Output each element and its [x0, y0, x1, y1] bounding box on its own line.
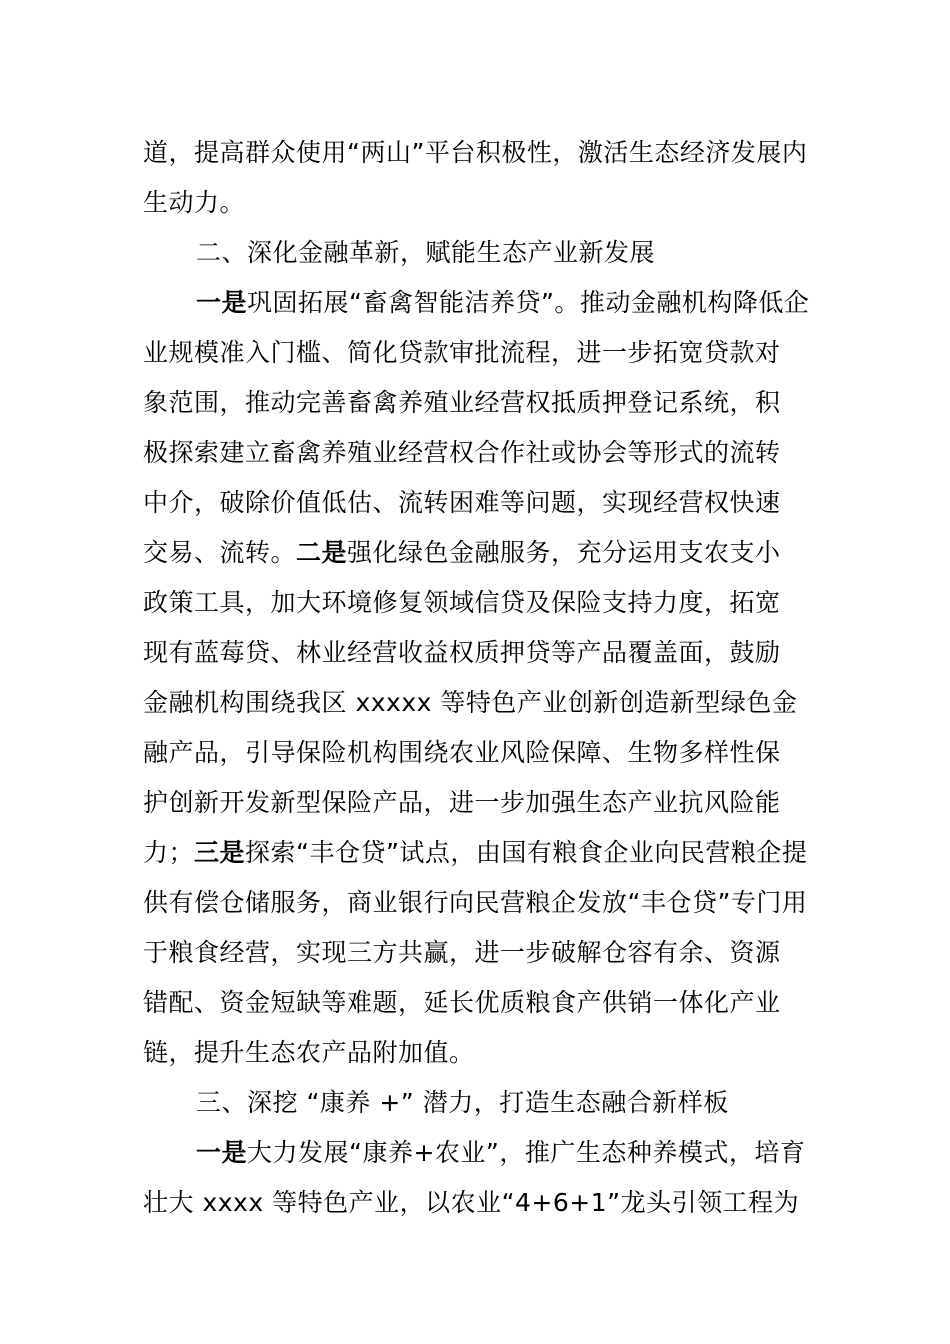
paragraph-line: 供有偿仓储服务，商业银行向民营粮企发放“丰仓贷”专门用 — [143, 888, 808, 917]
bold-label: 三是 — [194, 838, 246, 867]
paragraph-line: 现有蓝莓贷、林业经营收益权质押贷等产品覆盖面，鼓励 — [143, 638, 781, 667]
paragraph-line: 金融机构围绕我区 xxxxx 等特色产业创新创造新型绿色金 — [143, 688, 798, 717]
paragraph-line: 象范围，推动完善畜禽养殖业经营权抵质押登记系统，积 — [143, 388, 781, 417]
paragraph-line: 护创新开发新型保险产品，进一步加强生态产业抗风险能 — [143, 788, 781, 817]
paragraph-line: 壮大 xxxx 等特色产业，以农业“4+6+1”龙头引领工程为 — [143, 1188, 800, 1217]
paragraph-line: 交易、流转。二是强化绿色金融服务，充分运用支农支小 — [143, 538, 781, 567]
bold-label: 二是 — [296, 538, 348, 567]
paragraph-line: 力；三是探索“丰仓贷”试点，由国有粮食企业向民营粮企提 — [143, 838, 808, 867]
paragraph-line: 融产品，引导保险机构围绕农业风险保障、生物多样性保 — [143, 738, 781, 767]
paragraph-line: 于粮食经营，实现三方共赢，进一步破解仓容有余、资源 — [143, 938, 781, 967]
bold-label: 一是 — [196, 288, 248, 317]
section-heading: 二、深化金融革新，赋能生态产业新发展 — [196, 238, 656, 267]
paragraph-line: 链，提升生态农产品附加值。 — [143, 1038, 475, 1067]
paragraph-line: 道，提高群众使用“两山”平台积极性，激活生态经济发展内 — [143, 138, 808, 167]
paragraph-line: 生动力。 — [143, 188, 246, 217]
paragraph-line: 政策工具，加大环境修复领域信贷及保险支持力度，拓宽 — [143, 588, 781, 617]
paragraph-line: 中介，破除价值低估、流转困难等问题，实现经营权快速 — [143, 488, 781, 517]
paragraph-line: 极探索建立畜禽养殖业经营权合作社或协会等形式的流转 — [143, 438, 781, 467]
paragraph-line: 一是大力发展“康养+农业”，推广生态种养模式，培育 — [196, 1138, 806, 1167]
paragraph-line: 一是巩固拓展“畜禽智能洁养贷”。推动金融机构降低企 — [196, 288, 810, 317]
section-heading: 三、深挖 “康养 +” 潜力，打造生态融合新样板 — [196, 1088, 729, 1117]
paragraph-line: 错配、资金短缺等难题，延长优质粮食产供销一体化产业 — [143, 988, 781, 1017]
bold-label: 一是 — [196, 1138, 248, 1167]
paragraph-line: 业规模准入门槛、简化贷款审批流程，进一步拓宽贷款对 — [143, 338, 781, 367]
